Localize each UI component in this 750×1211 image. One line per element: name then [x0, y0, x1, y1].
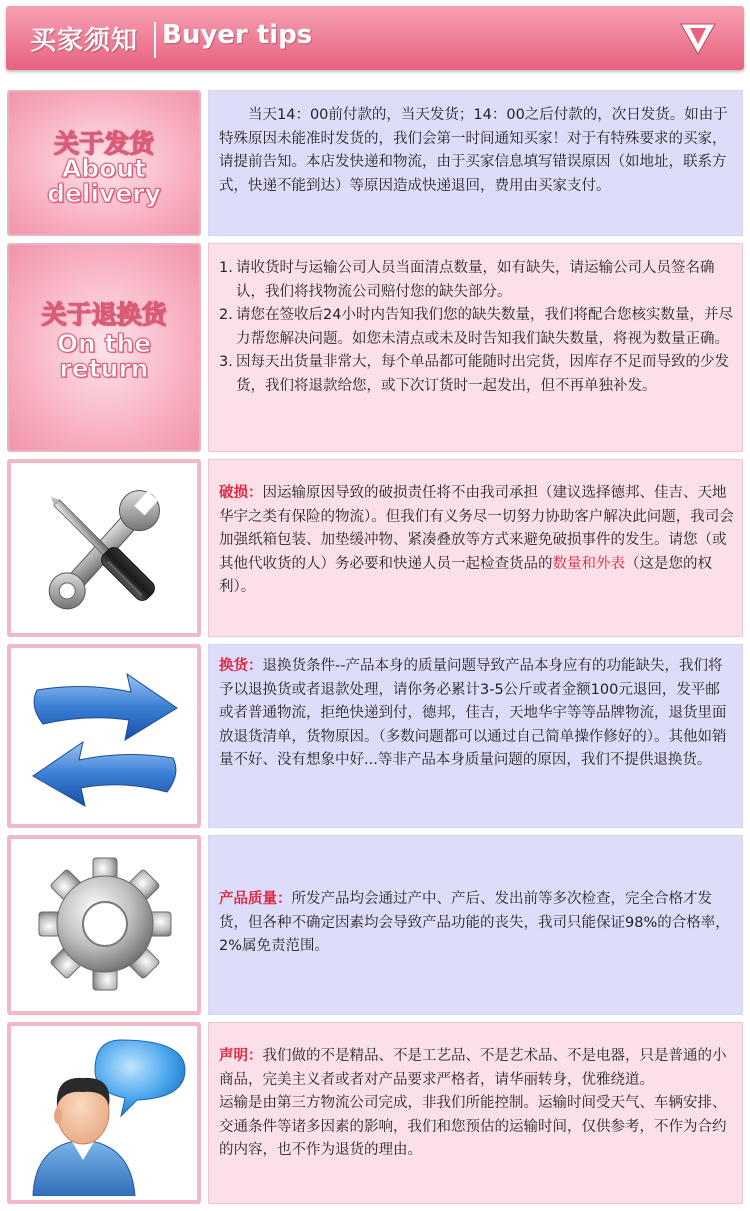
return-text-panel: [208, 243, 743, 452]
statement-icon-panel: [7, 1022, 201, 1204]
delivery-text-panel: [208, 90, 743, 236]
return-title-panel: [7, 243, 201, 452]
statement-key-label: 声明: [219, 1048, 248, 1064]
exchange-text-panel: 换货：退换货条件--产品本身的质量问题导致产品本身应有的功能缺失，我们将予以退换货或者退款处理，请你务必累计3-5公斤或者金额100元退回，发平邮或者普通物流，拒绝快递到付，德邦，佳吉，天地华宇等等品牌物流，退货里面放退货清单，货物原因。（多数问题都可以通过自己简单操作修好的）。其他如销量不好、没有想象中好...等非产品本身质量问题的原因，我们不提供退换货。: [208, 644, 743, 828]
delivery-text: 当天14：00前付款的，当天发货；14：00之后付款的，次日发货。如由于特殊原因未能准时发货的，我们会第一时间通知买家！对于有特殊要求的买家，请提前告知。本店发快递和物流，由于买家信息填写错误原因（如地址，联系方式，快递不能到达）等原因造成快递退回，费用由买家支付。: [219, 107, 728, 194]
delivery-title-cn: 关于发货: [53, 129, 154, 158]
damage-key-label: 破损: [219, 485, 248, 501]
delivery-title-en-1: About: [61, 154, 147, 183]
quality-text: 所发产品均会通过产中、产后、发出前等多次检查，完全合格才发货，但各种不确定因素均会导致产品功能的丧失，我司只能保证98%的合格率，2%属免责范围。: [219, 891, 730, 954]
return-title-en-2: return: [59, 354, 149, 383]
exchange-text: 退换货条件--产品本身的质量问题导致产品本身应有的功能缺失，我们将予以退换货或者退款处理，请你务必累计3-5公斤或者金额100元退回，发平邮或者普通物流，拒绝快递到付，德邦，佳吉，天地华宇等等品牌物流，退货里面放退货清单，货物原因。（多数问题都可以通过自己简单操作修好的）。其他如销量不好、没有想象中好...等非产品本身质量问题的原因，我们不提供退换货。: [219, 658, 727, 768]
damage-text-panel: 破损：因运输原因导致的破损责任将不由我司承担（建议选择德邦、佳吉、天地华宇之类有保险的物流）。但我们有义务尽一切努力协助客户解决此问题，我司会加强纸箱包装、加垫缓冲物、紧凑叠放等方式来避免破损事件的发生。请您（或其他代收货的人）务必要和快递人员一起检查货品的数量和外表（这是您的权利）。: [208, 459, 743, 637]
chevron-down-icon: [678, 18, 718, 58]
page-header: [6, 6, 744, 70]
damage-icon-panel: [7, 459, 201, 637]
return-title-cn: 关于退换货: [41, 300, 167, 329]
statement-text-2: 运输是由第三方物流公司完成，非我们所能控制。运输时间受天气、车辆安排、交通条件等诸多因素的影响，我们和您预估的运输时间，仅供参考，不作为合约的内容，也不作为退货的理由。: [219, 1095, 727, 1158]
quality-icon-panel: [7, 835, 201, 1015]
delivery-title-panel: [7, 90, 201, 236]
header-title-cn: 买家须知: [30, 26, 139, 56]
exchange-key-label: 换货: [219, 658, 248, 674]
header-separator: [154, 22, 156, 58]
arrows-icon: [25, 662, 185, 812]
gear-icon: [35, 849, 175, 999]
delivery-title-en-2: delivery: [47, 179, 161, 208]
exchange-icon-panel: [7, 644, 201, 828]
damage-text-b: （这是您的权利）。: [219, 555, 712, 595]
quality-text-panel: 产品质量：所发产品均会通过产中、产后、发出前等多次检查，完全合格才发货，但各种不确定因素均会导致产品功能的丧失，我司只能保证98%的合格率，2%属免责范围。: [208, 835, 743, 1015]
list-item: 1. 请收货时与运输公司人员当面清点数量，如有缺失，请运输公司人员签名确认，我们将找物流公司赔付您的缺失部分。: [219, 260, 715, 300]
damage-highlight: 数量和外表: [552, 555, 625, 572]
list-item: 2. 请您在签收后24小时内告知我们您的缺失数量，我们将配合您核实数量，并尽力帮您解决问题。如您未清点或未及时告知我们缺失数量，将视为数量正确。: [219, 307, 733, 347]
statement-text-1: 我们做的不是精品、不是工艺品、不是艺术品、不是电器，只是普通的小商品，完美主义者或者对产品要求严格者，请华丽转身，优雅绕道。: [219, 1048, 727, 1088]
header-title-en: Buyer tips: [162, 20, 313, 50]
person-speech-icon: [25, 1036, 189, 1196]
tools-icon: [29, 477, 179, 623]
return-title-en-1: On the: [56, 329, 152, 358]
quality-key-label: 产品质量: [219, 891, 277, 907]
list-item: 3. 因每天出货量非常大，每个单品都可能随时出完货，因库存不足而导致的少发货，我们将退款给您，或下次订货时一起发出，但不再单独补发。: [219, 354, 729, 394]
statement-text-panel: 声明：我们做的不是精品、不是工艺品、不是艺术品、不是电器，只是普通的小商品，完美主义者或者对产品要求严格者，请华丽转身，优雅绕道。 运输是由第三方物流公司完成，非我们所能控制。运输时间受天气、车辆安排、交通条件等诸多因素的影响，我们和您预估的运输时间，仅供参考，不作为合约的内容，也不作为退货的理由。: [208, 1022, 743, 1204]
damage-text-a: 因运输原因导致的破损责任将不由我司承担（建议选择德邦、佳吉、天地华宇之类有保险的物流）。但我们有义务尽一切努力协助客户解决此问题，我司会加强纸箱包装、加垫缓冲物、紧凑叠放等方式来避免破损事件的发生。请您（或其他代收货的人）务必要和快递人员一起检查货品的: [219, 485, 734, 572]
